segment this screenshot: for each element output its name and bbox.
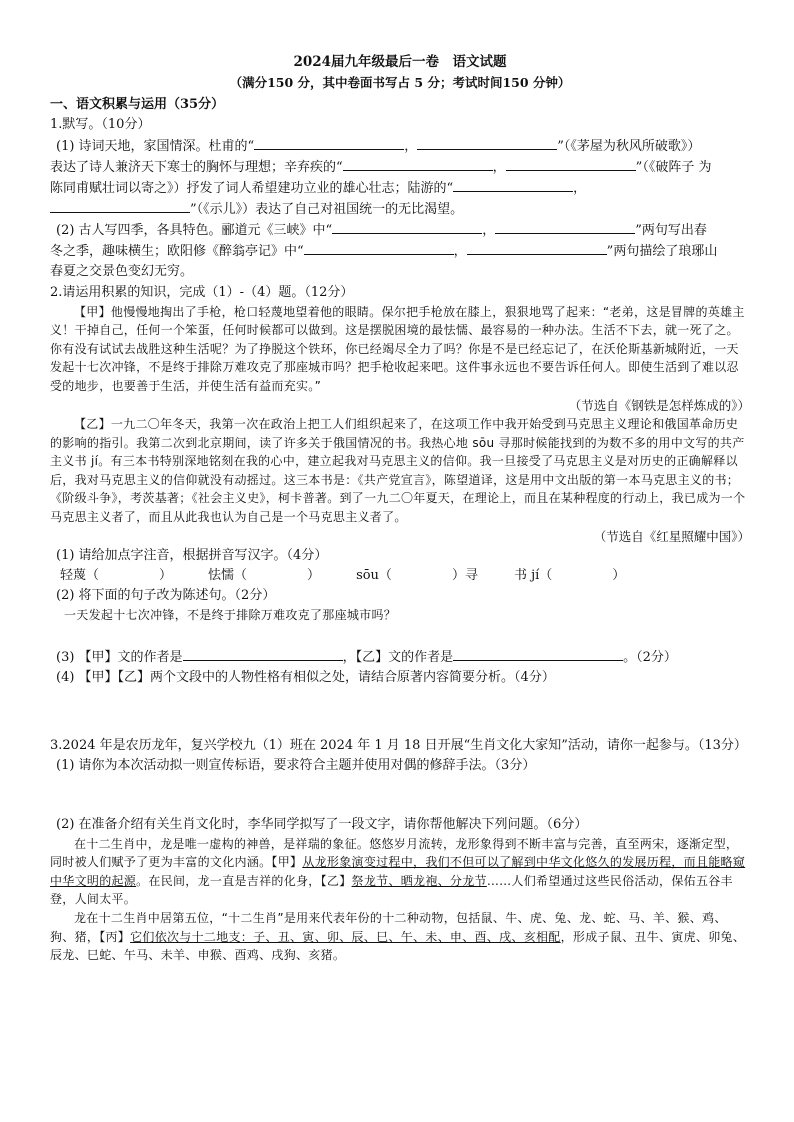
q2-sub2-sentence: 一天发起十七次冲锋，不是终于排除万难攻克了那座城市吗？	[64, 608, 397, 623]
passage-jia: 【甲】他慢慢地掏出了手枪，枪口轻蔑地望着他的眼睛。保尔把手枪放在膝上，狠狠地骂了起来：“老弟，这是冒牌的英雄主义！干掉自己，任何一个笨蛋，任何时候都可以做到。这是摆脱困境的最怯懦、最容易的一种办法。生活不下去，就一死了之。你有没有试试去战胜这种生活呢？为了挣脱这个铁环，你已经竭尽全力了吗？你是不是已经忘记了，在沃伦斯基新城附近，一天发起十七次冲锋，不是终于排除万难攻克了那座城市吗？把手枪收起来吧。这件事永远也不要告诉任何人。即使生活到了难以忍受的地步，也要善于生活，并使生活有益而充实。”	[50, 304, 745, 394]
q2-sub3: (3) 【甲】文的作者是 ，【乙】文的作者是 。（2分）	[50, 647, 750, 668]
passage-jia-source: （节选自《钢铁是怎样炼成的》）	[568, 397, 750, 413]
underlined-sentence-jia: 从龙形象演变过程中，我们不但可以了解到中华文化悠久的发展历程，而且能略窥中华文明的起源	[50, 855, 746, 888]
q2-sub1-items: 轻蔑（ ） 怯懦（ ） sōu（ ）寻 书 jí（ ）	[50, 566, 750, 586]
answer-blank[interactable]	[50, 199, 190, 213]
q1-part2: (2) 古人写四季，各具特色。郦道元《三峡》中“ ， ”两句写出春	[50, 220, 750, 241]
answer-blank[interactable]	[343, 157, 493, 171]
passage-yi-source: （节选自《红星照耀中国》）	[593, 528, 750, 544]
answer-space[interactable]	[247, 566, 307, 586]
q1-heading: 1.默写。（10分）	[50, 117, 151, 133]
answer-blank[interactable]	[467, 241, 607, 255]
answer-blank[interactable]	[495, 220, 635, 234]
exam-title: 2024届九年级最后一卷 语文试题	[293, 54, 507, 70]
q1-part1-line3: 陈同甫赋壮词以寄之》）抒发了词人希望建功立业的雄心壮志；陆游的“ ，	[50, 178, 750, 199]
passage-yi: 【乙】一九二〇年冬天，我第一次在政治上把工人们组织起来了，在这项工作中我开始受到马克思主义理论和俄国革命历史的影响的指引。我第二次到北京期间，读了许多关于俄国情况的书。我热心地 sōu 寻那时候能找到的为数不多的用中文写的共产主义书 jí。有三本书特别深地铭刻在我的心中，建立起我对马克思主义的信仰。我一旦接受了马克思主义是对历史的正确解释以后，我对马克思主义的信仰就没有动摇过。这三本书是：《共产党宣言》，陈望道译，这是用中文出版的第一本马克思主义的书；《阶级斗争》，考茨基著；《社会主义史》，柯卡普著。到了一九二〇年夏天，在理论上，而且在某种程度的行动上，我已成为一个马克思主义者了，而且从此我也认为自己是一个马克思主义者了。	[50, 417, 746, 525]
q1-part2-line2: 冬之季，趣味横生；欧阳修《醉翁亭记》中“ ， ”两句描绘了琅琊山	[50, 241, 750, 262]
answer-blank[interactable]	[506, 157, 636, 171]
q2-sub1: (1) 请给加点字注音，根据拼音写汉字。（4分）	[56, 547, 328, 563]
underlined-sentence-bing: 它们依次与十二地支：子、丑、寅、卯、辰、巳、午、未、申、酉、戌、亥相配	[130, 929, 561, 944]
answer-blank[interactable]	[453, 647, 623, 661]
q2-heading: 2.请运用积累的知识，完成（1）-（4）题。（12分）	[50, 284, 354, 300]
answer-space[interactable]	[99, 566, 159, 586]
q1-part1-line2: 表达了诗人兼济天下寒士的胸怀与理想；辛弃疾的“ ， ”（《破阵子 为	[50, 157, 750, 178]
q1-part1: (1) 诗词天地，家国情深。杜甫的“ ， ”（《茅屋为秋风所破歌》）	[50, 136, 750, 157]
exam-subtitle: （满分150 分，其中卷面书写占 5 分；考试时间150 分钟）	[229, 74, 571, 90]
answer-blank[interactable]	[304, 241, 454, 255]
passage-dragon-p2: 龙在十二生肖中居第五位，“十二生肖”是用来代表年份的十二种动物，包括鼠、牛、虎、兔、龙、蛇、马、羊、猴、鸡、狗、猪，【丙】它们依次与十二地支：子、丑、寅、卯、辰、巳、午、未、申、酉、戌、亥相配，形成子鼠、丑牛、寅虎、卯兔、辰龙、巳蛇、午马、未羊、申猴、酉鸡、戌狗、亥猪。	[50, 911, 746, 963]
answer-space[interactable]	[392, 566, 452, 586]
answer-area[interactable]	[50, 625, 750, 647]
answer-blank[interactable]	[453, 178, 573, 192]
answer-space[interactable]	[552, 566, 612, 586]
q3-sub1: (1) 请你为本次活动拟一则宣传标语，要求符合主题并使用对偶的修辞手法。（3分）	[56, 758, 536, 774]
exam-page	[50, 52, 750, 965]
answer-blank[interactable]	[183, 647, 343, 661]
passage-dragon-p1: 在十二生肖中，龙是唯一虚构的神兽，是祥瑞的象征。悠悠岁月流转，龙形象得到不断丰富与完善，直至两宋，逐渐定型，同时被人们赋予了更为丰富的文化内涵。【甲】从龙形象演变过程中，我们不但可以了解到中华文化悠久的发展历程，而且能略窥中华文明的起源。在民间，龙一直是吉祥的化身，【乙】祭龙节、晒龙袍、分龙节……人们希望通过这些民俗活动，保佑五谷丰登，人间太平。	[50, 836, 746, 907]
section-1-heading: 一、语文积累与运用（35分）	[50, 97, 225, 113]
q1-part2-line3: 春夏之交景色变幻无穷。	[50, 264, 194, 280]
answer-blank[interactable]	[254, 136, 404, 150]
answer-blank[interactable]	[417, 136, 557, 150]
underlined-phrase-yi: 祭龙节、晒龙袍、分龙节	[351, 873, 487, 888]
q2-sub2: (2) 将下面的句子改为陈述句。（2分）	[56, 588, 276, 604]
q1-part1-line4: ”（《示儿》）表达了自己对祖国统一的无比渴望。	[50, 199, 750, 220]
answer-area[interactable]	[50, 777, 750, 815]
q3-sub2: (2) 在准备介绍有关生肖文化时，李华同学拟写了一段文字，请你帮他解决下列问题。（6分）	[56, 816, 588, 832]
answer-area[interactable]	[50, 688, 750, 736]
q2-sub4: (4) 【甲】【乙】两个文段中的人物性格有相似之处，请结合原著内容简要分析。（4分）	[56, 670, 555, 686]
q3-heading: 3.2024 年是农历龙年，复兴学校九（1）班在 2024 年 1 月 18 日开展“生肖文化大家知”活动，请你一起参与。（13分）	[50, 738, 747, 754]
answer-blank[interactable]	[332, 220, 482, 234]
